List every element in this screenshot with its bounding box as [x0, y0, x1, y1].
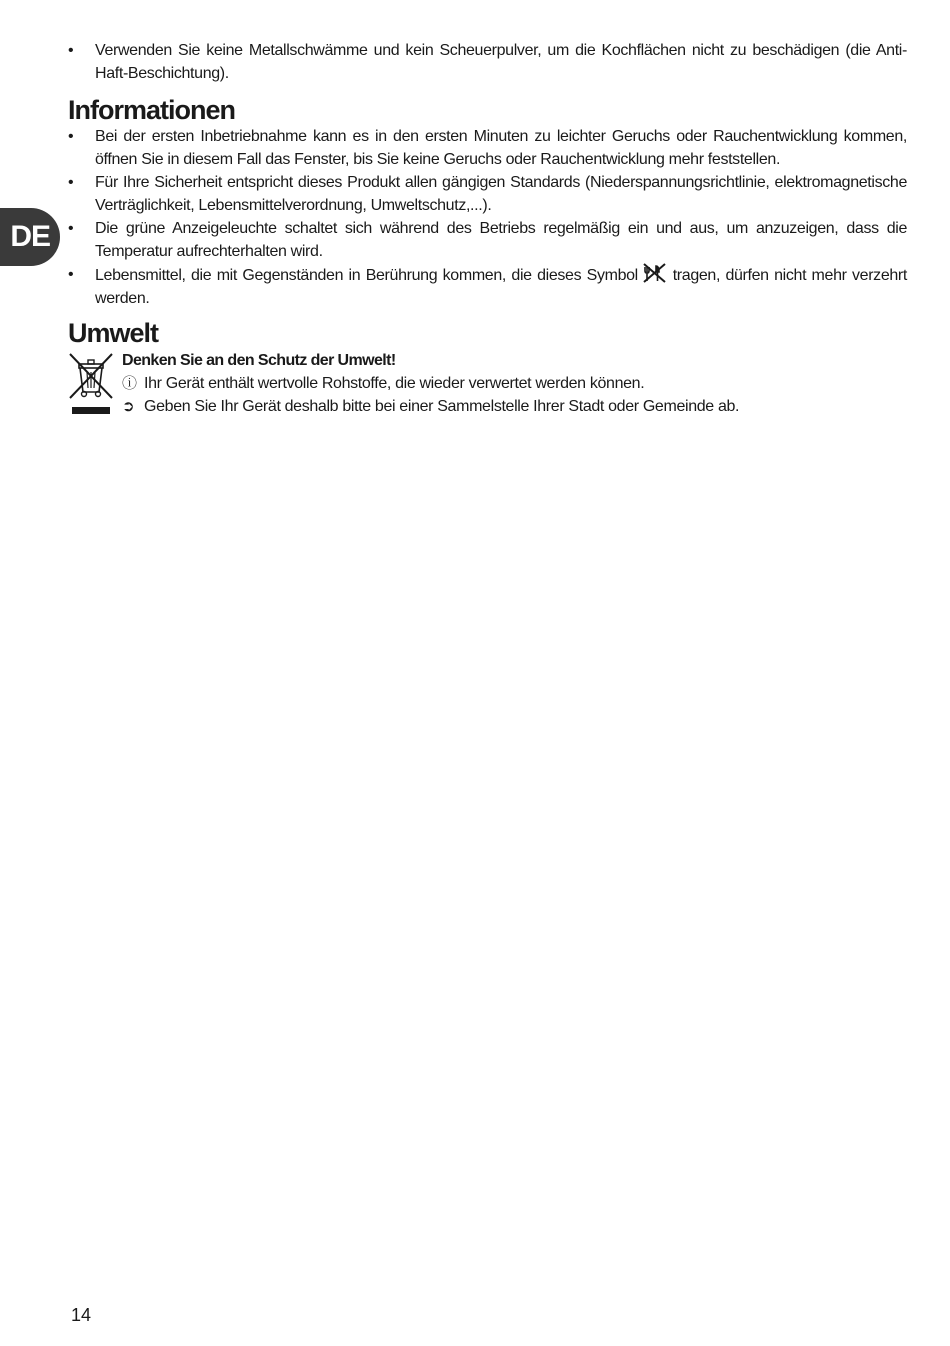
- no-food-contact-icon: [643, 263, 667, 283]
- list-item-text-before-symbol: Lebensmittel, die mit Gegenständen in Berührung kommen, die dieses Symbol: [95, 267, 638, 284]
- bullet: •: [68, 220, 74, 237]
- section-heading-umwelt: Umwelt: [68, 318, 159, 348]
- bullet: •: [68, 266, 74, 283]
- list-item: [68, 171, 907, 217]
- umwelt-line-text: Geben Sie Ihr Gerät deshalb bitte bei einer Sammelstelle Ihrer Stadt oder Gemeinde ab.: [144, 398, 740, 415]
- bullet: •: [68, 128, 74, 145]
- top-bullet-list: [68, 39, 907, 85]
- list-item-text: Verwenden Sie keine Metallschwämme und kein Scheuerpulver, um die Kochflächen nicht zu beschädigen (die Anti-Haft-Beschichtung).: [95, 42, 907, 82]
- crossed-bin-icon: [68, 352, 114, 416]
- list-item-text: Die grüne Anzeigeleuchte schaltet sich während des Betriebs regelmäßig ein und aus, um anzuzeigen, dass die Temperatur aufrechterhalten wird.: [95, 220, 907, 260]
- umwelt-text: [122, 349, 902, 418]
- page-number: 14: [71, 1305, 92, 1325]
- informationen-list: [68, 125, 907, 310]
- info-icon: ⓘ: [122, 375, 137, 392]
- list-item: [68, 39, 907, 85]
- section-heading-informationen: Informationen: [68, 95, 235, 125]
- bullet: •: [68, 174, 74, 191]
- list-item-text: Für Ihre Sicherheit entspricht dieses Produkt allen gängigen Standards (Niederspannungsrichtlinie, elektromagnetische Verträglichkeit, Lebensmittelverordnung, Umweltschutz,...).: [95, 174, 907, 214]
- list-item: [68, 217, 907, 263]
- list-item: [68, 125, 907, 171]
- umwelt-line: [122, 395, 902, 418]
- list-item-text: Bei der ersten Inbetriebnahme kann es in den ersten Minuten zu leichter Geruchs oder Rauchentwicklung kommen, öffnen Sie in diesem Fall das Fenster, bis Sie keine Geruchs oder Rauchentwicklung mehr feststellen.: [95, 128, 907, 168]
- list-item: [68, 263, 907, 310]
- umwelt-line-text: Ihr Gerät enthält wertvolle Rohstoffe, die wieder verwertet werden können.: [144, 375, 645, 392]
- arrow-icon: ➲: [122, 398, 135, 415]
- list-item-text-after-symbol: tragen, dürfen nicht mehr verzehrt werden.: [95, 267, 908, 307]
- umwelt-title: Denken Sie an den Schutz der Umwelt!: [122, 352, 396, 369]
- bullet: •: [68, 42, 74, 59]
- language-tab: DE: [0, 208, 60, 266]
- umwelt-line: [122, 372, 902, 395]
